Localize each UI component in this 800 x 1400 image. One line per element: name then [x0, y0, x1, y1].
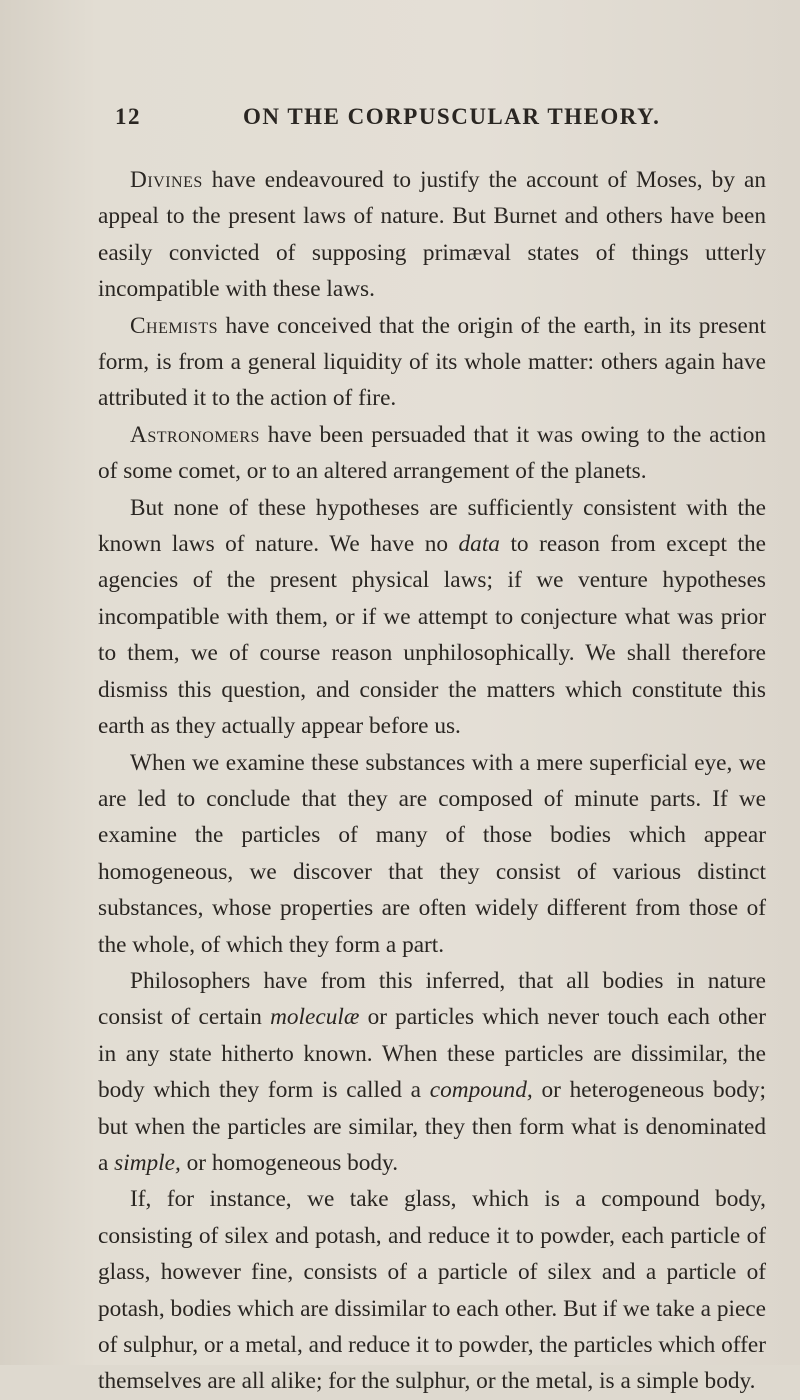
emphasis-data: data: [458, 531, 500, 558]
paragraph-astronomers: [98, 417, 766, 490]
paragraph-text: have endeavoured to justify the account of Moses, by an appeal to the present laws of nature. But Burnet and others have been easily convicted of supposing primæval states of things utterly incompatible with these laws.: [98, 167, 766, 303]
paragraph-text: If, for instance, we take glass, which is a compound body, consisting of silex and potash, and reduce it to powder, each particle of glass, however fine, consists of a particle of silex and a particle of potash, bodies which are dissimilar to each other. But if we take a piece of sulphur, or a metal, and reduce it to powder, the particles which offer themselves are all alike; for the sulphur, or the metal, is a simple body.: [98, 1186, 766, 1395]
paragraph-text: But none of these hypotheses are sufficiently consistent with the known laws of nature. We have no: [98, 494, 766, 558]
emphasis-simple: simple,: [114, 1149, 181, 1176]
paragraph-text: to reason from except the agencies of the present physical laws; if we venture hypotheses incompatible with them, or if we attempt to conjecture what was prior to them, we of course reason unphilosophically. We shall therefore dismiss this question, and consider the matters which constitute this earth as they actually appear before us.: [98, 531, 766, 740]
page-header: [115, 104, 755, 140]
paragraph-text: Philosophers have from this inferred, that all bodies in nature consist of certain: [98, 967, 766, 1031]
paragraph-text: have conceived that the origin of the earth, in its present form, is from a general liquidity of its whole matter: others again have attributed it to the action of fire.: [98, 312, 766, 412]
emphasis-compound: compound,: [429, 1077, 533, 1104]
paragraph-examine: [98, 745, 766, 963]
lead-word: Divines: [130, 167, 203, 193]
paragraph-text: When we examine these substances with a mere superficial eye, we are led to conclude that they are composed of minute parts. If we examine the particles of many of those bodies which appear homogeneous, we discover that they consist of various distinct substances, whose properties are often widely different from those of the whole, of which they form a part.: [98, 749, 766, 958]
lead-word: Chemists: [130, 312, 218, 339]
paragraph-text: or heterogeneous body; but when the particles are similar, they then form what is denominated a: [98, 1077, 767, 1176]
lead-word: Astronomers: [130, 421, 260, 448]
paragraph-hypotheses: [98, 490, 766, 745]
emphasis-moleculae: moleculæ: [270, 1004, 360, 1031]
paragraph-text: have been persuaded that it was owing to the action of some comet, or to an altered arrangement of the planets.: [98, 421, 766, 485]
paragraph-glass: [98, 1181, 766, 1399]
body-text: [98, 162, 766, 1400]
page-number: 12: [115, 104, 141, 129]
paragraph-text: or homogeneous body.: [180, 1149, 399, 1176]
paragraph-chemists: [98, 308, 766, 417]
paragraph-divines: [98, 162, 766, 308]
paragraph-text: or particles which never touch each other in any state hitherto known. When these particles are dissimilar, the body which they form is called a: [98, 1004, 766, 1104]
running-title: ON THE CORPUSCULAR THEORY.: [243, 104, 661, 129]
paragraph-philosophers: [98, 963, 766, 1181]
